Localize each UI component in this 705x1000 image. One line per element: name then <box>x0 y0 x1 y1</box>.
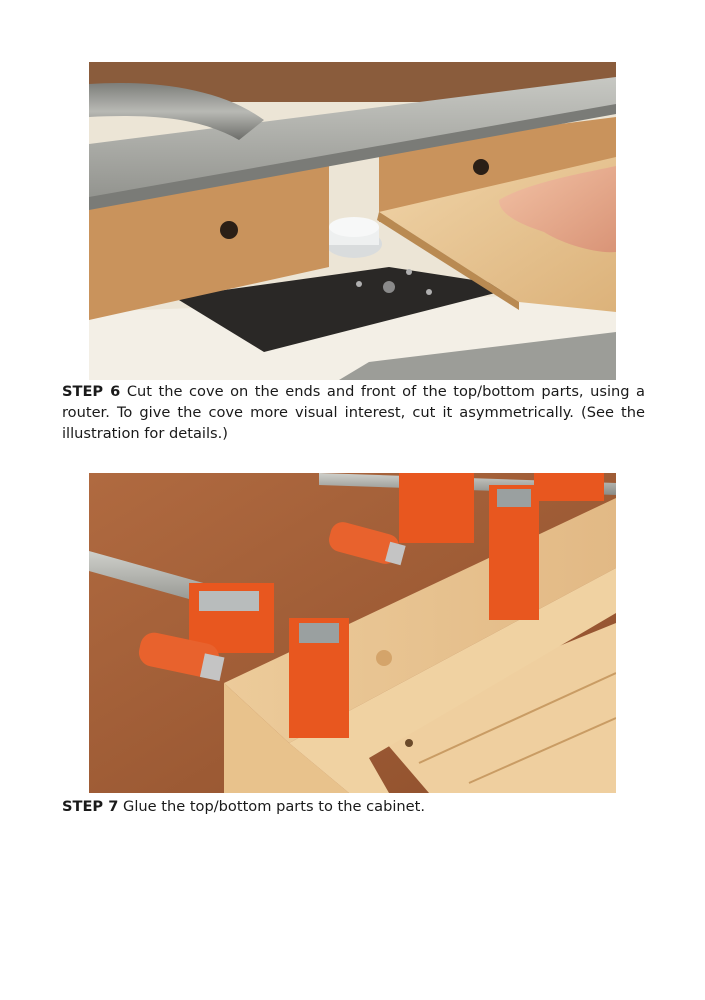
clamp-head-3 <box>534 473 604 501</box>
step-6-caption <box>62 381 645 444</box>
step-6-text: Cut the cove on the ends and front of the top/bottom parts, using a router. To give the cove more visual interest, cut it asymmetrically. (See the illustration for details.) <box>62 383 646 442</box>
step-7-label: STEP 7 <box>62 798 119 815</box>
glue-clamp-photo <box>89 473 616 793</box>
clamp-head-2 <box>399 473 474 543</box>
step-6-label: STEP 6 <box>62 383 121 400</box>
router-table-illustration <box>89 62 616 380</box>
router-table-photo <box>89 62 616 380</box>
step-7-text: Glue the top/bottom parts to the cabinet. <box>123 798 426 815</box>
step-7-caption <box>62 796 645 817</box>
glue-clamp-illustration <box>89 473 616 793</box>
